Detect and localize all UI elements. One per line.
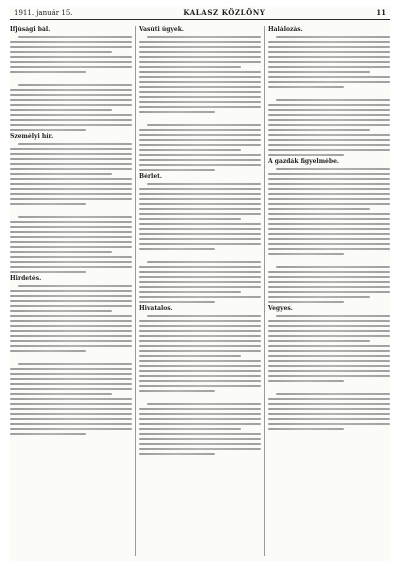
body-text-block: [10, 283, 132, 435]
column-heading: Személyi hír.: [10, 133, 54, 140]
body-text-block: [10, 34, 132, 131]
column-heading: A gazdák figyelmébe.: [268, 158, 339, 165]
column-heading: Ifjúsági bál.: [10, 26, 51, 33]
column-3: [268, 24, 390, 559]
body-text-block: [268, 313, 390, 430]
column-1: [10, 24, 132, 559]
column-heading: Hirdetés.: [10, 275, 42, 282]
body-text-block: [10, 141, 132, 273]
page-header: [10, 6, 390, 20]
column-heading: Vasúti ügyek.: [139, 26, 184, 33]
body-text-block: [139, 313, 261, 455]
article-columns: [10, 24, 390, 559]
body-text-block: [268, 34, 390, 156]
body-text-block: [139, 34, 261, 171]
body-text-block: [139, 181, 261, 303]
column-heading: Hivatalos.: [139, 305, 173, 312]
column-heading: Vegyes.: [268, 305, 293, 312]
column-2: [139, 24, 261, 559]
publication-title: KALASZ KÖZLÖNY: [183, 7, 266, 17]
page-number: 11: [376, 7, 386, 17]
body-text-block: [268, 166, 390, 303]
column-divider: [264, 26, 265, 556]
newspaper-page: [10, 6, 390, 561]
column-heading: Halálozás.: [268, 26, 303, 33]
column-divider: [135, 26, 136, 556]
issue-date: 1911. január 15.: [14, 8, 73, 17]
column-heading: Bérlet.: [139, 173, 163, 180]
